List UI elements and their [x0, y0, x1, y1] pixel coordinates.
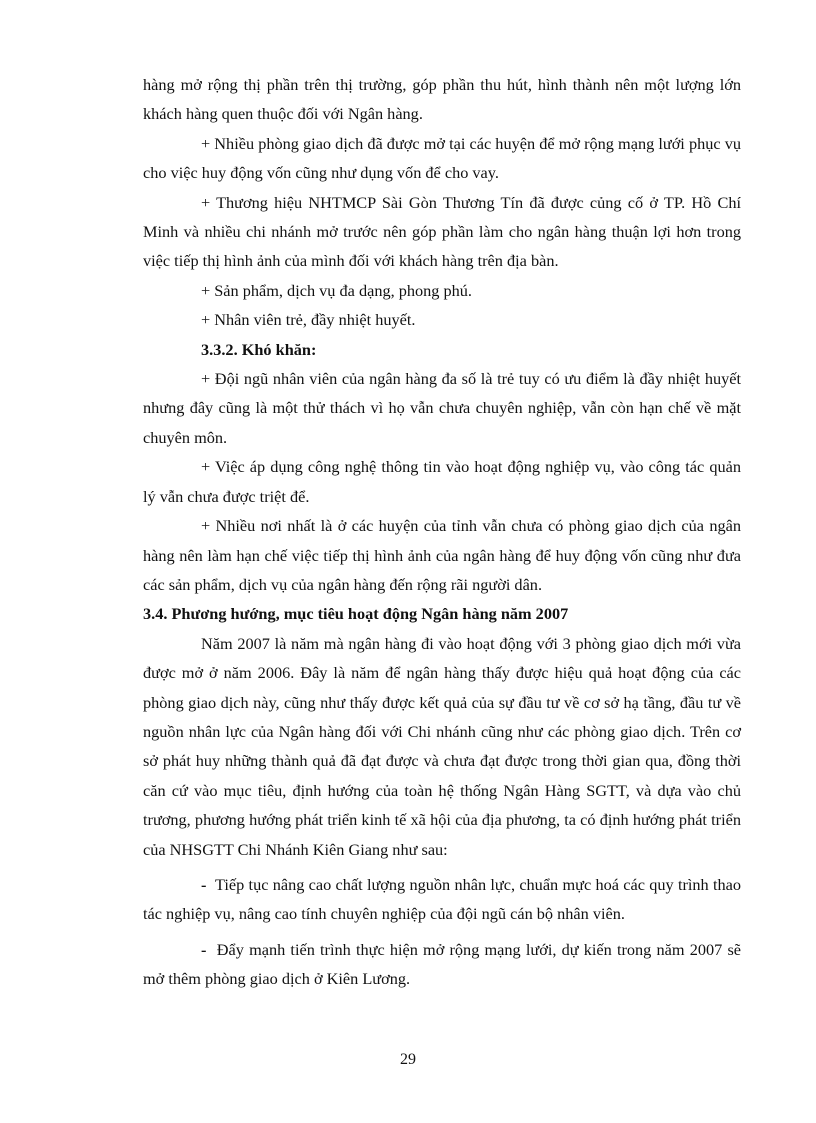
bullet-paragraph: + Nhiều nơi nhất là ở các huyện của tỉnh vẫn chưa có phòng giao dịch của ngân hàng nên làm hạn chế việc tiếp thị hình ảnh của ngân hàng để huy động vốn cũng như đưa các sản phẩm, dịch vụ của ngân hàng đến rộng rãi người dân.	[143, 516, 741, 594]
bullet-paragraph: + Nhiều phòng giao dịch đã được mở tại các huyện để mở rộng mạng lưới phục vụ cho việc huy động vốn cũng như dụng vốn để cho vay.	[143, 133, 741, 183]
section-subheading: 3.3.2. Khó khăn:	[201, 339, 317, 359]
section-heading: 3.4. Phương hướng, mục tiêu hoạt động Ngân hàng năm 2007	[143, 604, 569, 624]
document-body	[143, 70, 741, 994]
page-number: 29	[400, 1051, 416, 1068]
dash-marker: -	[201, 939, 207, 959]
bullet-paragraph: + Sản phẩm, dịch vụ đa dạng, phong phú.	[201, 280, 473, 300]
paragraph-continuation: hàng mở rộng thị phần trên thị trường, góp phần thu hút, hình thành nên một lượng lớn khách hàng quen thuộc đối với Ngân hàng.	[143, 75, 741, 124]
bullet-paragraph: + Đội ngũ nhân viên của ngân hàng đa số là trẻ tuy có ưu điểm là đầy nhiệt huyết nhưng đây cũng là một thử thách vì họ vẫn chưa chuyên nghiệp, vẫn còn hạn chế về mặt chuyên môn.	[143, 369, 741, 447]
dash-marker: -	[201, 874, 207, 894]
bullet-paragraph: + Thương hiệu NHTMCP Sài Gòn Thương Tín đã được củng cố ở TP. Hồ Chí Minh và nhiều chi nhánh mở trước nên góp phần làm cho ngân hàng thuận lợi hơn trong việc tiếp thị hình ảnh của mình đối với khách hàng trên địa bàn.	[143, 192, 741, 271]
dash-list-item-text: Tiếp tục nâng cao chất lượng nguồn nhân lực, chuẩn mực hoá các quy trình thao tác nghiệp vụ, nâng cao tính chuyên nghiệp của đội ngũ cán bộ nhân viên.	[143, 874, 742, 924]
dash-list-item	[143, 870, 741, 929]
bullet-paragraph: + Nhân viên trẻ, đầy nhiệt huyết.	[201, 310, 416, 330]
bullet-paragraph: + Việc áp dụng công nghệ thông tin vào hoạt động nghiệp vụ, vào công tác quản lý vẫn chưa được triệt để.	[143, 457, 741, 506]
dash-list-item-text: Đẩy mạnh tiến trình thực hiện mở rộng mạng lưới, dự kiến trong năm 2007 sẽ mở thêm phòng giao dịch ở Kiên Lương.	[143, 939, 742, 989]
dash-list-item	[143, 935, 741, 994]
body-paragraph: Năm 2007 là năm mà ngân hàng đi vào hoạt động với 3 phòng giao dịch mới vừa được mở ở năm 2006. Đây là năm để ngân hàng thấy được hiệu quả hoạt động của các phòng giao dịch này, cũng như thấy được kết quả của sự đầu tư về cơ sở hạ tầng, đầu tư về nguồn nhân lực của Ngân hàng đối với Chi nhánh cũng như các phòng giao dịch. Trên cơ sở phát huy những thành quả đã đạt được và chưa đạt được trong thời gian qua, đồng thời căn cứ vào mục tiêu, định hướng của toàn hệ thống Ngân Hàng SGTT, và dựa vào chủ trương, phương hướng phát triển kinh tế xã hội của địa phương, ta có định hướng phát triển của NHSGTT Chi Nhánh Kiên Giang như sau:	[143, 633, 741, 859]
